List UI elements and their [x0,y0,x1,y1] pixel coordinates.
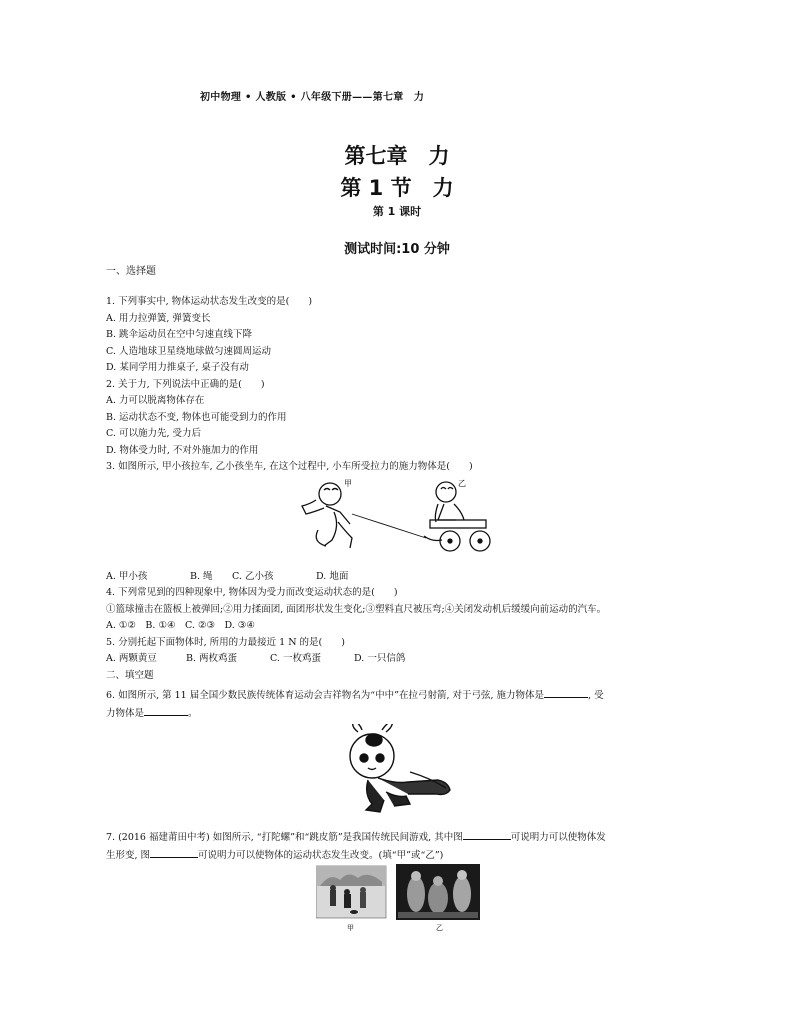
q7-part4: 可说明力可以使物体的运动状态发生改变。(填“甲”或“乙”) [198,849,444,861]
q7-caption-yi: 乙 [436,924,443,932]
questions-1-3 [106,294,473,476]
q7-part2: 可说明力可以使物体发 [510,832,606,843]
q3-cart-illustration [298,478,498,556]
q5-option-a: A. 两颗黄豆 [106,653,157,664]
q7-blank-2 [150,847,198,858]
q7-caption-jia: 甲 [347,924,354,932]
page-header: 初中物理 • 人教版 • 八年级下册——第七章 力 [200,92,425,103]
q1-stem: 1. 下列事实中, 物体运动状态发生改变的是( ) [106,296,313,307]
q3-label-jia: 甲 [344,479,352,488]
test-time: 测试时间:10 分钟 [344,242,450,257]
q3-options [106,569,348,585]
q6-mascot-illustration [338,724,456,814]
q3-stem: 3. 如图所示, 甲小孩拉车, 乙小孩坐车, 在这个过程中, 小车所受拉力的施力物体是( ) [106,461,473,472]
section-title: 第 1 节 力 [340,176,454,200]
q6-blank-2 [144,705,188,716]
q7-part3: 生形变, 图 [106,849,151,861]
q2-option-b: B. 运动状态不变, 物体也可能受到力的作用 [106,411,287,423]
q1-option-d: D. 某同学用力推桌子, 桌子没有动 [106,362,249,373]
q1-option-a: A. 用力拉弹簧, 弹簧变长 [106,312,211,324]
q3-option-a: A. 甲小孩 [106,571,148,582]
q5-option-d: D. 一只信鸽 [354,653,406,664]
q6-part2: , 受 [588,690,604,701]
q6-text [106,687,604,722]
q1-option-b: B. 跳伞运动员在空中匀速直线下降 [106,329,253,340]
q3-option-d: D. 地面 [316,571,349,582]
q4-items: ①篮球撞击在篮板上被弹回;②用力揉面团, 面团形状发生变化;③塑料直尺被压弯;④关闭发动机后缓缓向前运动的汽车。 [106,603,607,615]
q6-blank-1 [544,687,588,698]
q3-option-c: C. 乙小孩 [232,571,274,582]
q2-option-c: C. 可以施力先, 受力后 [106,428,202,439]
q7-text [106,829,606,864]
q2-stem: 2. 关于力, 下列说法中正确的是( ) [106,378,265,390]
q7-part1: 7. (2016 福建莆田中考) 如图所示, “打陀螺”和“跳皮筋”是我国传统民间游戏, 其中图 [106,832,463,843]
q6-part3: 力物体是 [106,707,145,719]
q7-photos [316,864,484,934]
q7-blank-1 [463,829,511,840]
q2-option-a: A. 力可以脱离物体存在 [106,395,205,406]
q6-part4: 。 [188,707,198,719]
section-fill: 二、填空题 [106,669,154,681]
q2-option-d: D. 物体受力时, 不对外施加力的作用 [106,444,259,456]
q4-stem: 4. 下列常见到的四种现象中, 物体因为受力而改变运动状态的是( ) [106,587,398,598]
q3-label-yi: 乙 [458,479,466,488]
questions-4-5 [106,585,606,684]
q5-option-b: B. 两枚鸡蛋 [186,653,238,664]
q3-option-b: B. 绳 [190,571,213,582]
q5-options [106,651,606,668]
q4-options: A. ①② B. ①④ C. ②③ D. ③④ [106,620,255,631]
section-choice: 一、选择题 [106,266,156,277]
q7-photo-jia [316,866,386,918]
lesson-title: 第 1 课时 [372,205,422,218]
q1-option-c: C. 人造地球卫星绕地球做匀速圆周运动 [106,345,271,357]
chapter-title: 第七章 力 [344,144,450,168]
q5-option-c: C. 一枚鸡蛋 [270,653,321,664]
q7-photo-yi [396,864,480,920]
q5-stem: 5. 分别托起下面物体时, 所用的力最接近 1 N 的是( ) [106,636,345,648]
q6-part1: 6. 如图所示, 第 11 届全国少数民族传统体育运动会吉祥物名为“中中”在拉弓射箭, 对于弓弦, 施力物体是 [106,690,545,701]
